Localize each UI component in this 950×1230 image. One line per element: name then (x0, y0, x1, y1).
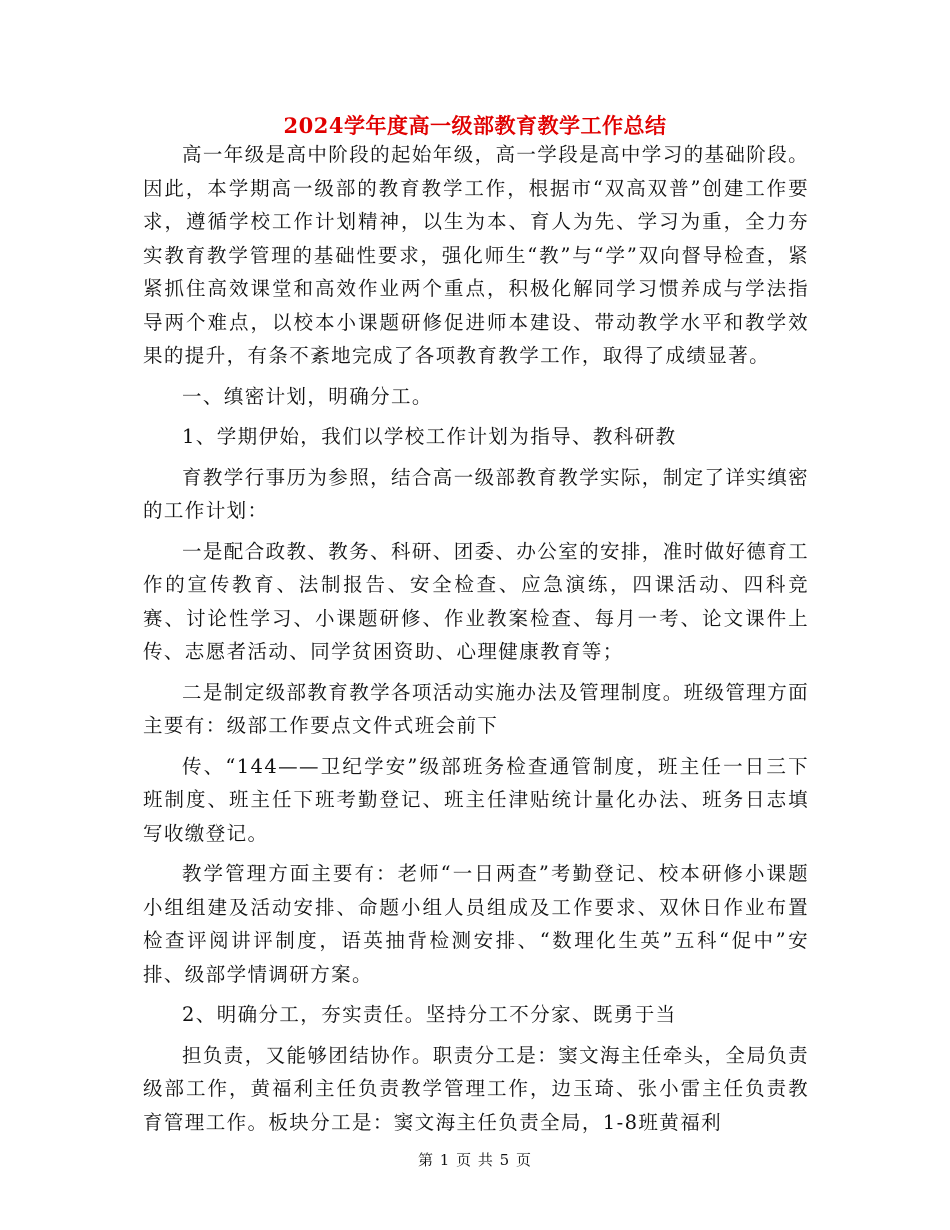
paragraph-section-heading-1: 一、缜密计划，明确分工。 (182, 384, 433, 408)
paragraph-item-1-continued: 育教学行事历为参照，结合高一级部教育教学实际，制定了详实缜密的工作计划： (143, 465, 810, 522)
paragraph-plan-two-continued: 传、“144——卫纪学安”级部班务检查通管制度，班主任一日三下班制度、班主任下班考勤登记、班主任津贴统计量化办法、班务日志填写收缴登记。 (143, 754, 809, 845)
document-title: 2024学年度高一级部教育教学工作总结 (283, 113, 667, 138)
document-body (143, 138, 809, 1146)
page-footer: 第 1 页 共 5 页 (418, 1151, 532, 1169)
paragraph-item-2: 2、明确分工，夯实责任。坚持分工不分家、既勇于当 (182, 1003, 677, 1026)
paragraph-plan-one: 一是配合政教、教务、科研、团委、办公室的安排，准时做好德育工作的宣传教育、法制报告、安全检查、应急演练，四课活动、四科竞赛、讨论性学习、小课题研修、作业教案检查、每月一考、论文课件上传、志愿者活动、同学贫困资助、心理健康教育等； (143, 539, 810, 663)
paragraph-item-1: 1、学期伊始，我们以学校工作计划为指导、教科研教 (182, 425, 677, 448)
paragraph-intro: 高一年级是高中阶段的起始年级，高一学段是高中学习的基础阶段。因此，本学期高一级部的教育教学工作，根据市“双高双普”创建工作要求，遵循学校工作计划精神，以生为本、育人为先、学习为重，全力夯实教育教学管理的基础性要求，强化师生“教”与“学”双向督导检查，紧紧抓住高效课堂和高效作业两个重点，积极化解同学习惯养成与学法指导两个难点，以校本小课题研修促进师本建设、带动教学水平和教学效果的提升，有条不紊地完成了各项教育教学工作，取得了成绩显著。 (143, 143, 810, 367)
paragraph-plan-two: 二是制定级部教育教学各项活动实施办法及管理制度。班级管理方面主要有：级部工作要点文件式班会前下 (143, 680, 810, 737)
paragraph-teaching-management: 教学管理方面主要有：老师“一日两查”考勤登记、校本研修小课题小组组建及活动安排、命题小组人员组成及工作要求、双休日作业布置检查评阅讲评制度，语英抽背检测安排、“数理化生英”五科“促中”安排、级部学情调研方案。 (143, 862, 809, 986)
paragraph-item-2-continued: 担负责，又能够团结协作。职责分工是：窦文海主任牵头，全局负责级部工作，黄福利主任负责教学管理工作，边玉琦、张小雷主任负责教育管理工作。板块分工是：窦文海主任负责全局，1-8班黄福利 (143, 1043, 810, 1134)
